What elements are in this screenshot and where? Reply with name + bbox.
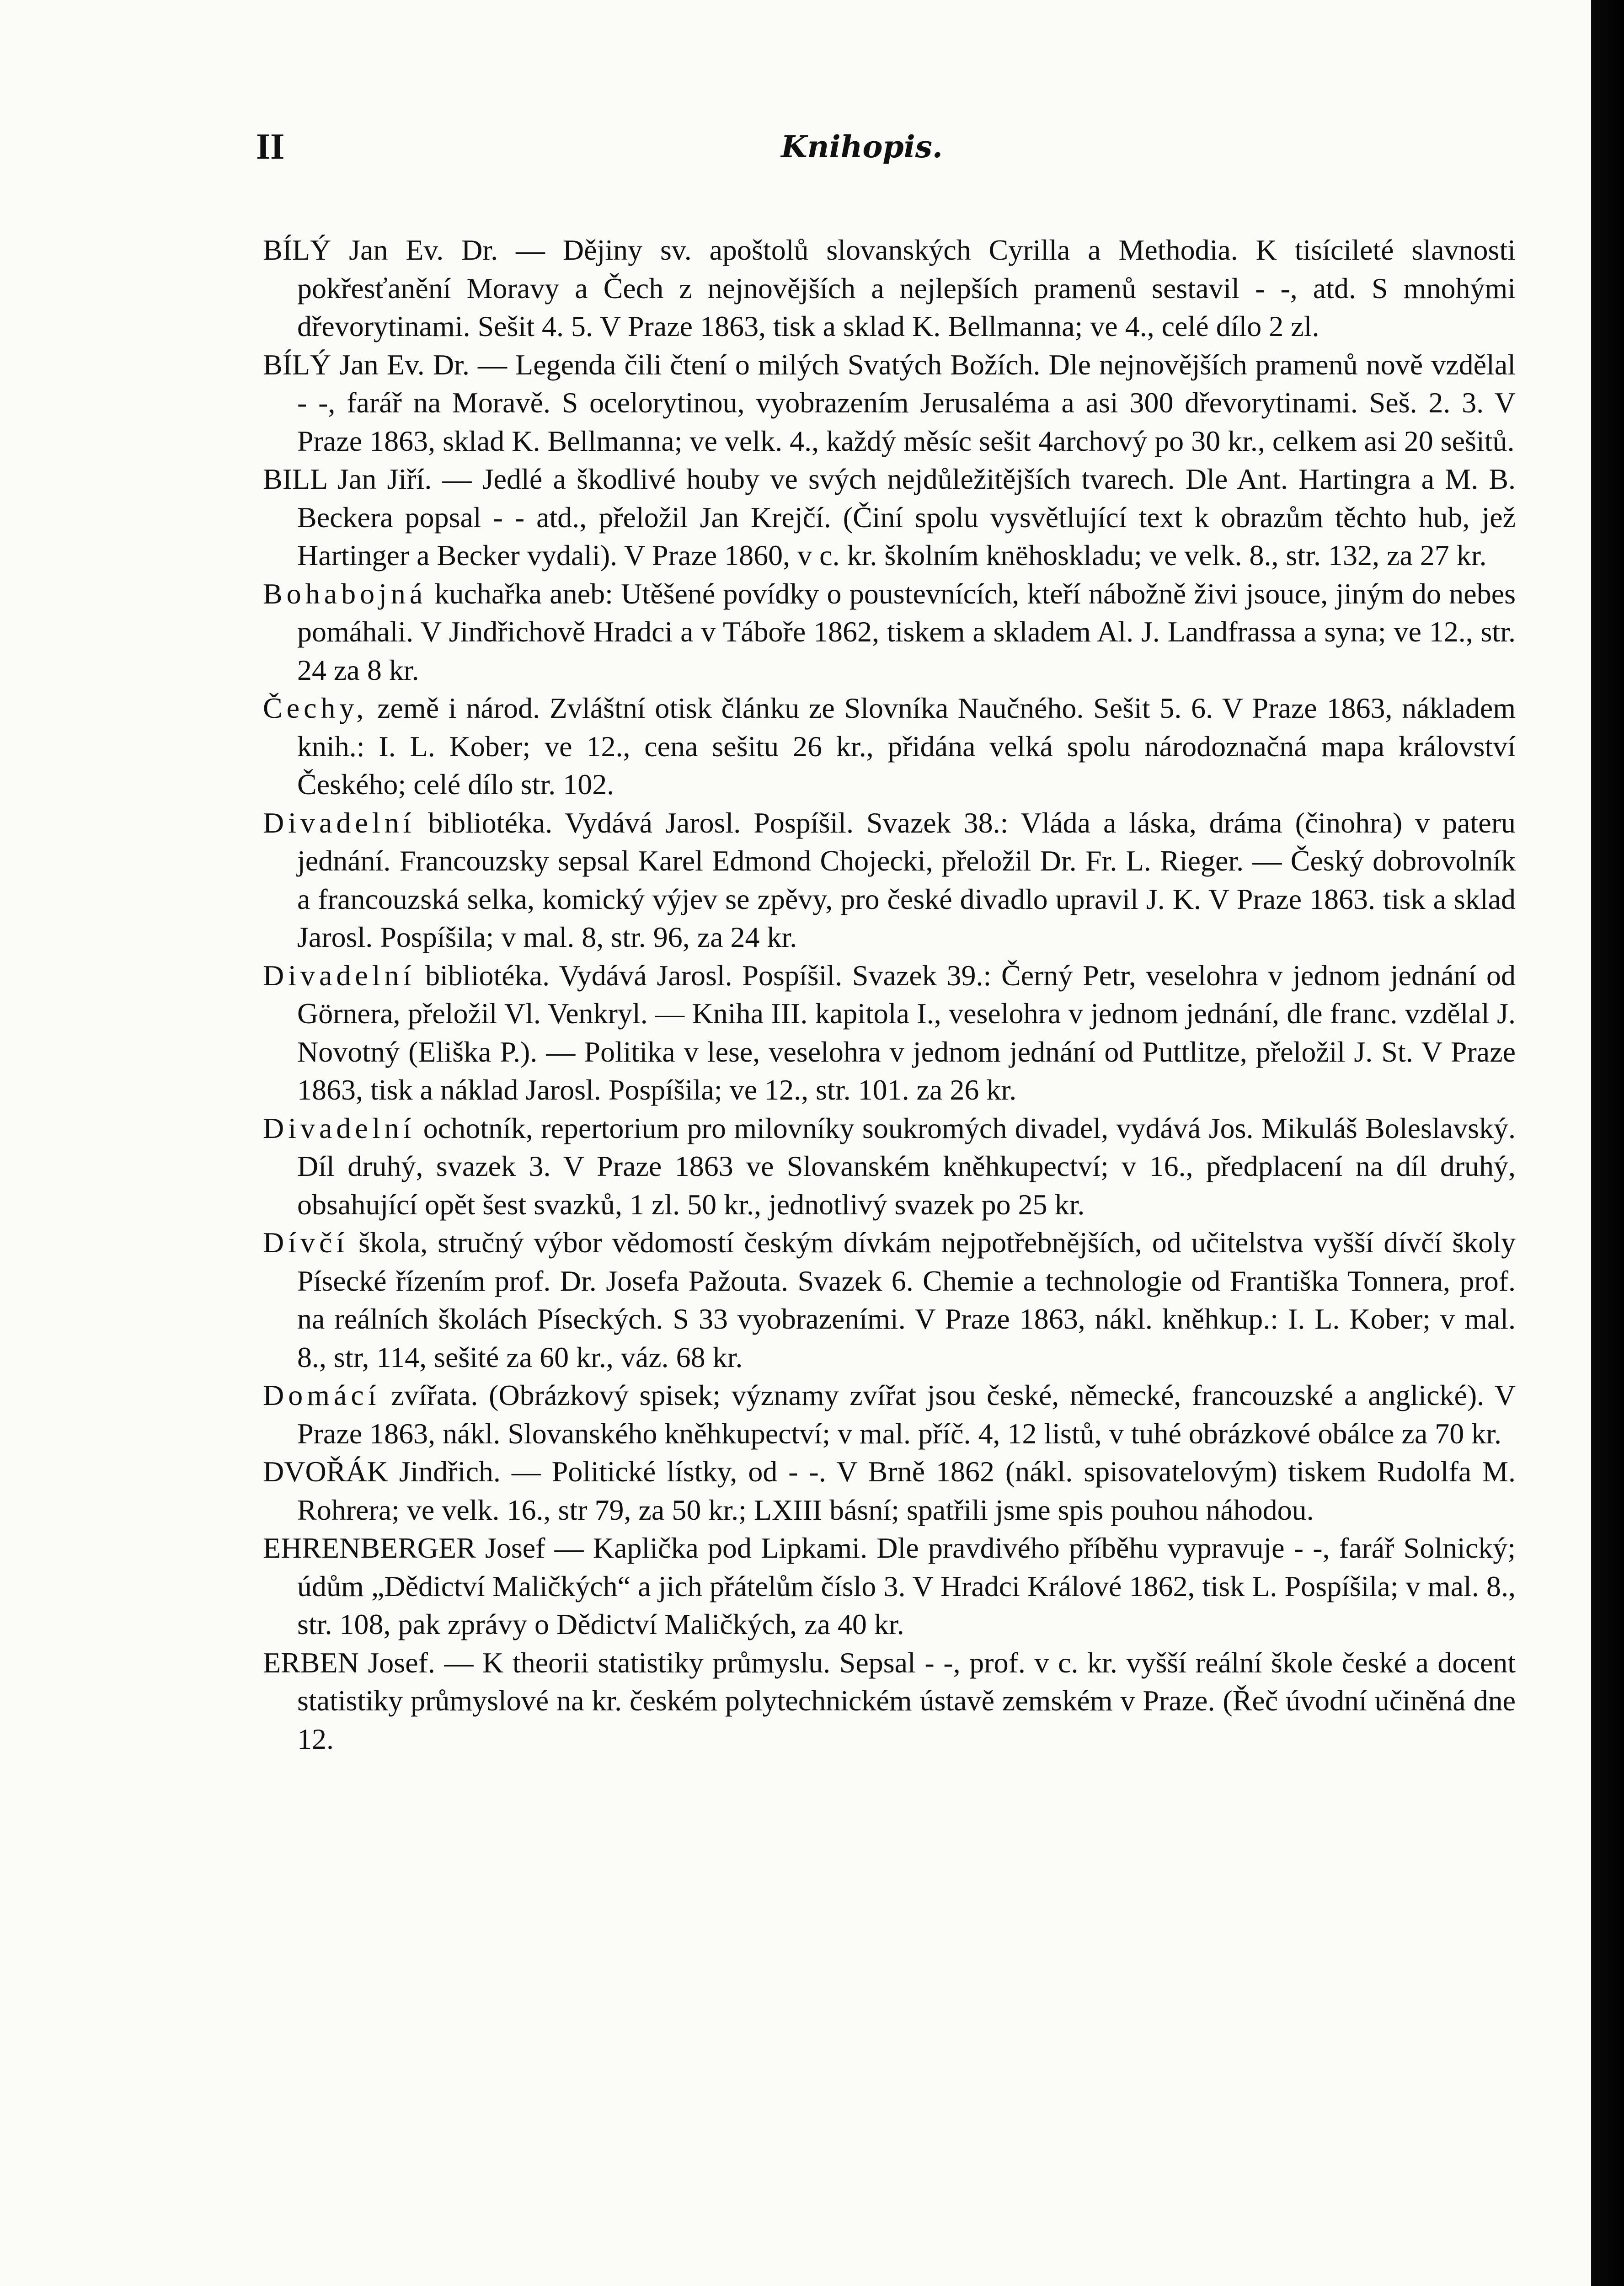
entry-text: bibliotéka. Vydává Jarosl. Pospíšil. Svazek 39.: Černý Petr, veselohra v jednom jednání od Görnera, přeložil Vl. Venkryl. — Kniha III. kapitola I., veselohra v jednom jednání, dle franc. vzdělal J. Novotný (Eliška P.). — Politika v lese, veselohra v jednom jednání od Puttlitze, přeložil J. St. V Praze 1863, tisk a náklad Jarosl. Pospíšila; ve 12., str. 101. za 26 kr. bbox=[297, 959, 1516, 1106]
entry-text: — Jedlé a škodlivé houby ve svých nejdůležitějších tvarech. Dle Ant. Hartingra a M. B. Beckera popsal - - atd., přeložil Jan Krejčí. (Činí spolu vysvětlující text k obrazům těchto hub, jež Hartinger a Becker vydali). V Praze 1860, v c. kr. školním knëhoskladu; ve velk. 8., str. 132, za 27 kr. bbox=[297, 463, 1516, 572]
bibliography-entry bbox=[263, 346, 1516, 460]
entry-title-word: Domácí bbox=[263, 1379, 380, 1411]
bibliography-entry bbox=[263, 689, 1516, 804]
entry-title-word: Divadelní bbox=[263, 806, 416, 839]
entry-author: DVOŘÁK Jindřich. bbox=[263, 1455, 501, 1488]
bibliography-entry bbox=[263, 460, 1516, 575]
entry-author: ERBEN Josef. bbox=[263, 1646, 435, 1679]
bibliography-entry bbox=[263, 956, 1516, 1109]
entry-text: kuchařka aneb: Utěšené povídky o poustevnících, kteří nábožně živi jsouce, jiným do nebes pomáhali. V Jindřichově Hradci a v Táboře 1862, tiskem a skladem Al. J. Landfrassa a syna; ve 12., str. 24 za 8 kr. bbox=[297, 577, 1516, 686]
entry-author: BILL Jan Jiří. bbox=[263, 463, 432, 495]
entry-text: škola, stručný výbor vědomostí českým dívkám nejpotřebnějších, od učitelstva vyšší dívčí školy Písecké řízením prof. Dr. Josefa Pažouta. Svazek 6. Chemie a technologie od Františka Tonnera, prof. na reálních školách Píseckých. S 33 vyobrazeními. V Praze 1863, nákl. kněhkup.: I. L. Kober; v mal. 8., str, 114, sešité za 60 kr., váz. 68 kr. bbox=[297, 1226, 1516, 1373]
scan-edge bbox=[1591, 0, 1624, 2286]
entry-text: — Politické lístky, od - -. V Brně 1862 (nákl. spisovatelovým) tiskem Rudolfa M. Rohrera; ve velk. 16., str 79, za 50 kr.; LXIII básní; spatřili jsme spis pouhou náhodou. bbox=[297, 1455, 1516, 1526]
bibliography-entry bbox=[263, 1529, 1516, 1644]
entry-text: — Dějiny sv. apoštolů slovanských Cyrilla a Methodia. K tisícileté slavnosti pokřesťanění Moravy a Čech z nejnovějších a nejlepších pramenů sestavil - -, atd. S mnohými dřevorytinami. Sešit 4. 5. V Praze 1863, tisk a sklad K. Bellmanna; ve 4., celé dílo 2 zl. bbox=[297, 234, 1516, 342]
page-number: II bbox=[256, 127, 285, 167]
entry-text: — Kaplička pod Lipkami. Dle pravdivého příběhu vypravuje - -, farář Solnický; údům „Dědictví Maličkých“ a jich přátelům číslo 3. V Hradci Králové 1862, tisk L. Pospíšila; v mal. 8., str. 108, pak zprávy o Dědictví Maličkých, za 40 kr. bbox=[297, 1532, 1516, 1640]
entry-text: bibliotéka. Vydává Jarosl. Pospíšil. Svazek 38.: Vláda a láska, dráma (činohra) v pateru jednání. Francouzsky sepsal Karel Edmond Chojecki, přeložil Dr. Fr. L. Rieger. — Český dobrovolník a francouzská selka, komický výjev se zpěvy, pro české divadlo upravil J. K. V Praze 1863. tisk a sklad Jarosl. Pospíšila; v mal. 8, str. 96, za 24 kr. bbox=[297, 806, 1516, 953]
entry-author: BÍLÝ Jan Ev. Dr. bbox=[263, 348, 470, 381]
entry-title-word: Divadelní bbox=[263, 959, 416, 992]
entry-title-word: Čechy, bbox=[263, 692, 368, 724]
bibliography-entry bbox=[263, 1223, 1516, 1376]
bibliography-list bbox=[263, 231, 1516, 1758]
bibliography-entry bbox=[263, 1376, 1516, 1453]
page-header bbox=[256, 126, 1468, 176]
bibliography-entry bbox=[263, 575, 1516, 689]
entry-text: ochotník, repertorium pro milovníky soukromých divadel, vydává Jos. Mikuláš Boleslavský. Díl druhý, svazek 3. V Praze 1863 ve Slovanském kněhkupectví; v 16., předplacení na díl druhý, obsahující opět šest svazků, 1 zl. 50 kr., jednotlivý svazek po 25 kr. bbox=[297, 1111, 1516, 1221]
entry-text: zvířata. (Obrázkový spisek; významy zvířat jsou české, německé, francouzské a anglické). V Praze 1863, nákl. Slovanského kněhkupectví; v mal. příč. 4, 12 listů, v tuhé obrázkové obálce za 70 kr. bbox=[297, 1379, 1516, 1450]
entry-title-word: Bohabojná bbox=[263, 577, 427, 610]
entry-text: země i národ. Zvláštní otisk článku ze Slovníka Naučného. Sešit 5. 6. V Praze 1863, nákladem knih.: I. L. Kober; ve 12., cena sešitu 26 kr., přidána velká spolu národoznačná mapa království Českého; celé dílo str. 102. bbox=[297, 692, 1516, 801]
bibliography-entry bbox=[263, 1453, 1516, 1529]
entry-author: BÍLÝ Jan Ev. Dr. bbox=[263, 234, 498, 266]
entry-author: EHRENBERGER Josef bbox=[263, 1532, 545, 1564]
bibliography-entry bbox=[263, 1109, 1516, 1224]
bibliography-entry bbox=[263, 231, 1516, 346]
bibliography-entry bbox=[263, 1644, 1516, 1758]
entry-title-word: Divadelní bbox=[263, 1111, 416, 1144]
bibliography-entry bbox=[263, 804, 1516, 956]
entry-title-word: Dívčí bbox=[263, 1226, 349, 1259]
entry-text: — Legenda čili čtení o milých Svatých Božích. Dle nejnovějších pramenů nově vzdělal - -, farář na Moravě. S ocelorytinou, vyobrazením Jerusaléma a asi 300 dřevorytinami. Seš. 2. 3. V Praze 1863, sklad K. Bellmanna; ve velk. 4., každý měsíc sešit 4archový po 30 kr., celkem asi 20 sešitů. bbox=[297, 348, 1516, 457]
running-title: Knihopis. bbox=[781, 129, 943, 165]
entry-text: — K theorii statistiky průmyslu. Sepsal - -, prof. v c. kr. vyšší reální škole české a docent statistiky průmyslové na kr. českém polytechnickém ústavě zemském v Praze. (Řeč úvodní učiněná dne 12. bbox=[297, 1646, 1516, 1755]
